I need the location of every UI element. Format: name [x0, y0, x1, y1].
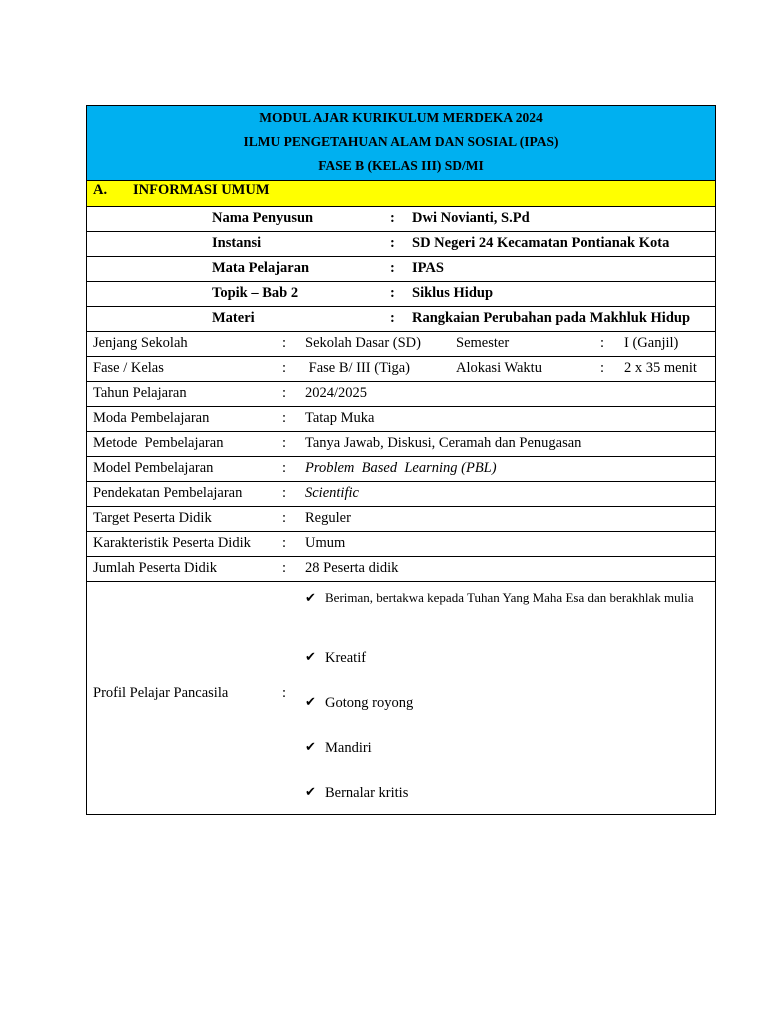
row-label: Mata Pelajaran — [212, 260, 310, 276]
section-title: INFORMASI UMUM — [133, 182, 270, 198]
row-value: Problem Based Learning (PBL) — [305, 460, 497, 476]
list-item-text: Bernalar kritis — [325, 785, 409, 801]
row-label: Moda Pembelajaran — [93, 410, 210, 426]
check-mark-icon: ✔ — [305, 591, 316, 606]
row-label-semester: Semester — [456, 335, 510, 351]
header-title-line1: MODUL AJAR KURIKULUM MERDEKA 2024 — [259, 110, 543, 125]
row-label: Karakteristik Peserta Didik — [93, 535, 251, 551]
row-label: Jenjang Sekolah — [93, 335, 188, 351]
row-value-semester: I (Ganjil) — [624, 335, 679, 351]
row-label-alokasi-waktu: Alokasi Waktu — [456, 360, 542, 376]
list-item-text: Kreatif — [325, 650, 367, 666]
check-mark-icon: ✔ — [305, 650, 316, 665]
row-colon: : — [282, 435, 287, 451]
info-row-materi — [87, 306, 715, 331]
list-item-text: Beriman, bertakwa kepada Tuhan Yang Maha Esa dan berakhlak mulia — [325, 590, 694, 605]
info-row-fase-kelas — [87, 356, 715, 381]
info-row-model-pembelajaran — [87, 456, 715, 481]
row-colon: : — [282, 685, 287, 701]
row-value: Sekolah Dasar (SD) — [305, 335, 421, 351]
info-row-instansi — [87, 231, 715, 256]
list-item-text: Mandiri — [325, 740, 372, 756]
info-row-mata-pelajaran — [87, 256, 715, 281]
check-mark-icon: ✔ — [305, 695, 316, 710]
row-colon: : — [390, 285, 395, 301]
row-value: SD Negeri 24 Kecamatan Pontianak Kota — [412, 235, 670, 251]
info-row-profil-pelajar-pancasila — [87, 581, 715, 814]
check-mark-icon: ✔ — [305, 740, 316, 755]
row-value: Reguler — [305, 510, 351, 526]
row-colon: : — [600, 335, 605, 351]
info-row-pendekatan-pembelajaran — [87, 481, 715, 506]
row-value: Umum — [305, 535, 346, 551]
row-value: 28 Peserta didik — [305, 560, 399, 576]
row-label: Model Pembelajaran — [93, 460, 214, 476]
info-row-target-peserta-didik — [87, 506, 715, 531]
row-value: Rangkaian Perubahan pada Makhluk Hidup — [412, 310, 691, 326]
row-label: Materi — [212, 310, 255, 326]
info-row-jenjang-sekolah — [87, 331, 715, 356]
row-colon: : — [390, 210, 395, 226]
info-row-nama-penyusun — [87, 206, 715, 231]
row-label: Fase / Kelas — [93, 360, 164, 376]
row-colon: : — [282, 410, 287, 426]
row-colon: : — [390, 260, 395, 276]
row-colon: : — [600, 360, 605, 376]
document-table — [86, 105, 716, 815]
list-item-text: Gotong royong — [325, 695, 414, 711]
row-colon: : — [390, 310, 395, 326]
row-label: Pendekatan Pembelajaran — [93, 485, 243, 501]
row-value: Dwi Novianti, S.Pd — [412, 210, 530, 226]
module-header — [87, 106, 715, 180]
row-value: Scientific — [305, 485, 359, 501]
row-value: 2024/2025 — [305, 385, 368, 401]
row-label: Target Peserta Didik — [93, 510, 212, 526]
row-label: Profil Pelajar Pancasila — [93, 685, 229, 701]
row-colon: : — [282, 460, 287, 476]
row-label: Tahun Pelajaran — [93, 385, 187, 401]
row-label: Topik – Bab 2 — [212, 285, 299, 301]
row-value: Tatap Muka — [305, 410, 375, 426]
info-row-tahun-pelajaran — [87, 381, 715, 406]
row-colon: : — [282, 360, 287, 376]
row-value-alokasi-waktu: 2 x 35 menit — [624, 360, 697, 376]
row-value: Siklus Hidup — [412, 285, 494, 301]
row-label: Instansi — [212, 235, 262, 251]
row-colon: : — [282, 385, 287, 401]
row-label: Nama Penyusun — [212, 210, 314, 226]
info-row-moda-pembelajaran — [87, 406, 715, 431]
info-row-metode-pembelajaran — [87, 431, 715, 456]
row-label: Metode Pembelajaran — [93, 435, 224, 451]
section-number: A. — [93, 182, 108, 198]
row-value: Fase B/ III (Tiga) — [305, 360, 410, 376]
check-mark-icon: ✔ — [305, 785, 316, 800]
row-value: IPAS — [412, 260, 444, 276]
row-colon: : — [282, 535, 287, 551]
info-row-jumlah-peserta-didik — [87, 556, 715, 581]
row-colon: : — [282, 510, 287, 526]
row-colon: : — [282, 335, 287, 351]
row-colon: : — [390, 235, 395, 251]
section-a-heading — [87, 180, 715, 206]
header-title-line2: ILMU PENGETAHUAN ALAM DAN SOSIAL (IPAS) — [243, 134, 559, 149]
info-row-topik — [87, 281, 715, 306]
row-colon: : — [282, 485, 287, 501]
row-label: Jumlah Peserta Didik — [93, 560, 218, 576]
header-title-line3: FASE B (KELAS III) SD/MI — [318, 158, 484, 173]
row-colon: : — [282, 560, 287, 576]
info-row-karakteristik-peserta-didik — [87, 531, 715, 556]
row-value: Tanya Jawab, Diskusi, Ceramah dan Penugasan — [305, 435, 582, 451]
